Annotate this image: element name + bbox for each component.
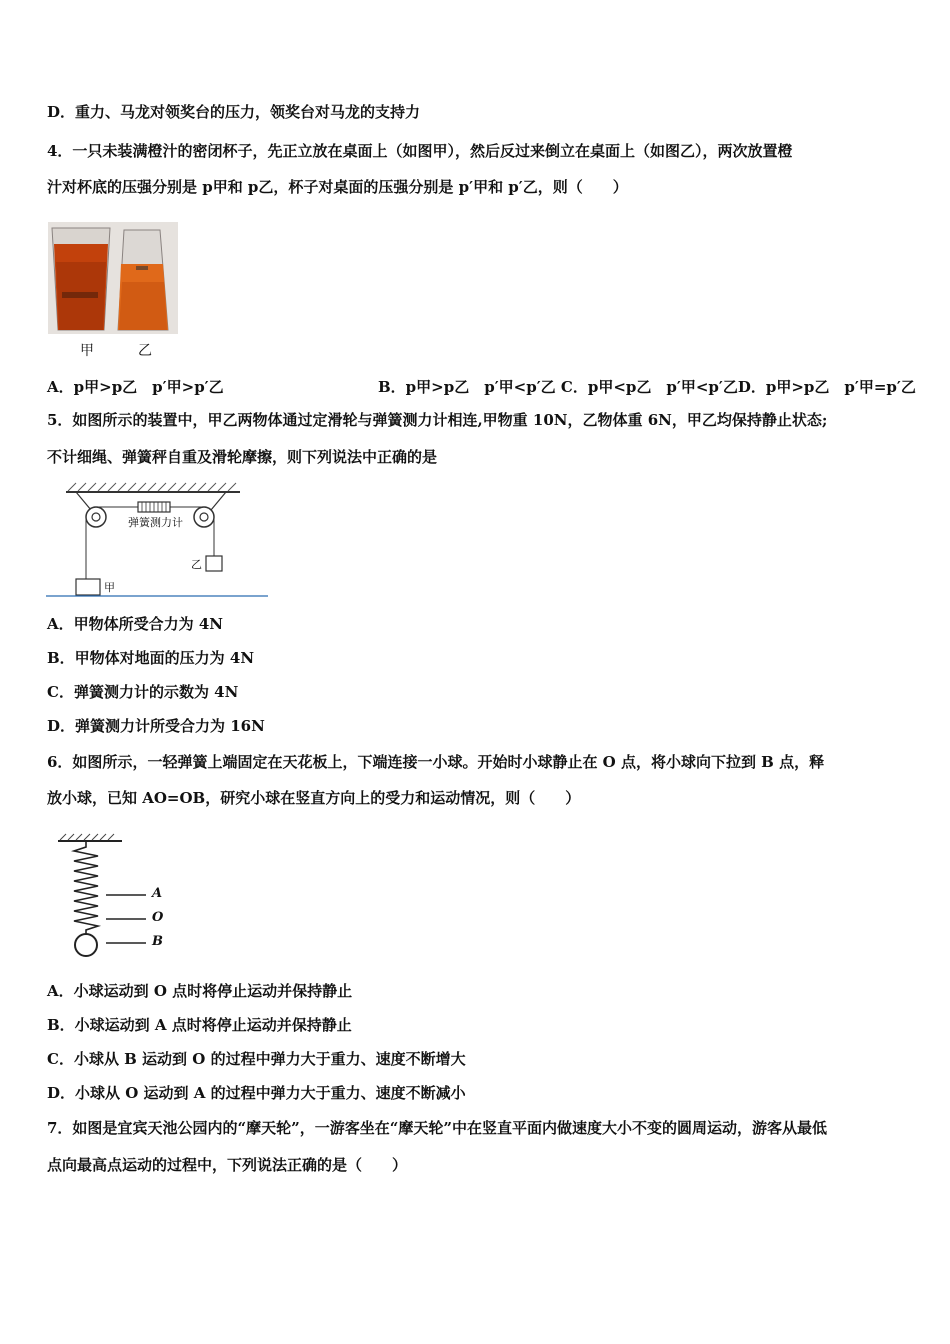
q4-stem-line2: 汁对杯底的压强分别是 p甲和 p乙，杯子对桌面的压强分别是 p′甲和 p′乙，则（ ） <box>47 178 628 196</box>
q6-option-c: C．小球从 B 运动到 O 的过程中弹力大于重力、速度不断增大 <box>47 1050 466 1068</box>
q5-spring-label: 弹簧测力计 <box>128 516 183 529</box>
q7-stem-line2: 点向最高点运动的过程中，下列说法正确的是（ ） <box>47 1156 408 1174</box>
q5-jia-label: 甲 <box>104 581 115 594</box>
q5-option-a: A．甲物体所受合力为 4N <box>47 615 224 633</box>
q6-stem-line2: 放小球，已知 AO=OB，研究小球在竖直方向上的受力和运动情况，则（ ） <box>47 789 581 807</box>
q4-label-jia: 甲 <box>80 343 94 359</box>
q4-options-a: A．p甲>p乙 p′甲>p′乙 <box>47 378 224 396</box>
q6-spring-diagram <box>58 833 182 965</box>
q7-stem-line1: 7．如图是宜宾天池公园内的“摩天轮”，一游客坐在“摩天轮”中在竖直平面内做速度大小不变的圆周运动，游客从最低 <box>47 1119 827 1137</box>
q5-option-b: B．甲物体对地面的压力为 4N <box>47 649 255 667</box>
q6-option-b: B．小球运动到 A 点时将停止运动并保持静止 <box>47 1016 352 1034</box>
q4-cups-photo <box>48 222 178 334</box>
q5-stem-line1: 5．如图所示的装置中，甲乙两物体通过定滑轮与弹簧测力计相连,甲物重 10N，乙物体重 6N，甲乙均保持静止状态; <box>47 411 828 429</box>
q6-label-a: A <box>152 886 163 901</box>
q4-label-yi: 乙 <box>138 343 152 359</box>
q6-label-o: O <box>152 910 164 925</box>
q5-option-c: C．弹簧测力计的示数为 4N <box>47 683 239 701</box>
q5-yi-label: 乙 <box>191 558 202 571</box>
q6-stem-line1: 6．如图所示，一轻弹簧上端固定在天花板上，下端连接一小球。开始时小球静止在 O 点，将小球向下拉到 B 点，释 <box>47 753 825 771</box>
q5-pulley-diagram <box>46 478 270 602</box>
q5-option-d: D．弹簧测力计所受合力为 16N <box>47 717 265 735</box>
q4-options-bcd: B．p甲>p乙 p′甲<p′乙 C．p甲<p乙 p′甲<p′乙D．p甲>p乙 p′甲=p′乙 <box>378 378 916 396</box>
q3-option-d: D．重力、马龙对领奖台的压力，领奖台对马龙的支持力 <box>47 103 421 121</box>
q6-option-d: D．小球从 O 运动到 A 的过程中弹力大于重力、速度不断减小 <box>47 1084 466 1102</box>
q6-label-b: B <box>152 934 163 949</box>
q4-stem-line1: 4．一只未装满橙汁的密闭杯子，先正立放在桌面上（如图甲），然后反过来倒立在桌面上（如图乙），两次放置橙 <box>47 142 793 160</box>
q6-option-a: A．小球运动到 O 点时将停止运动并保持静止 <box>47 982 353 1000</box>
q5-stem-line2: 不计细绳、弹簧秤自重及滑轮摩擦，则下列说法中正确的是 <box>47 448 438 466</box>
